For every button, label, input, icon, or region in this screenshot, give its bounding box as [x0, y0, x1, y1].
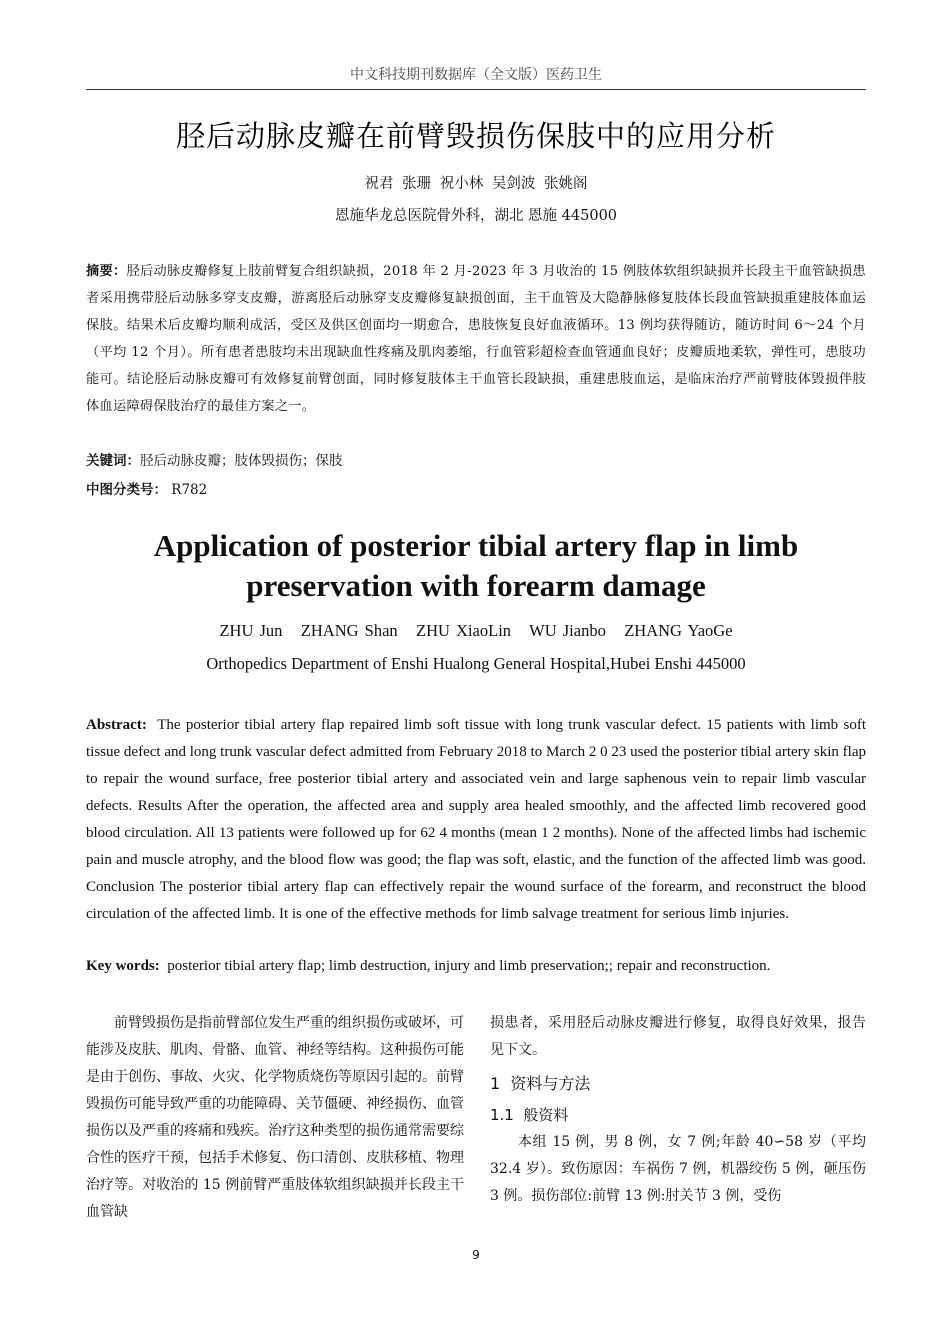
- cn-abstract: [86, 258, 866, 420]
- cn-keywords-label: 关键词：: [86, 453, 140, 469]
- en-authors: ZHU Jun ZHANG Shan ZHU XiaoLin WU Jianbo ZHANG YaoGe: [219, 621, 733, 640]
- header-rule: [86, 89, 866, 90]
- intro-continued: 损患者，采用胫后动脉皮瓣进行修复，取得良好效果，报告见下文。: [490, 1015, 866, 1058]
- page-number: 9: [472, 1248, 480, 1262]
- section-1-1-text: 本组 15 例，男 8 例，女 7 例;年龄 40∽58 岁（平均 32.4 岁）。致伤原因：车祸伤 7 例，机器绞伤 5 例，砸压伤 3 例。损伤部位:前臂 13 例:肘关节 3 例，受伤: [490, 1134, 866, 1204]
- en-affiliation: Orthopedics Department of Enshi Hualong General Hospital,Hubei Enshi 445000: [206, 654, 746, 673]
- en-keywords-text: posterior tibial artery flap; limb destruction, injury and limb preservation;; repair and reconstruction.: [167, 958, 771, 974]
- cn-classification: [86, 478, 866, 498]
- en-abstract: [86, 712, 866, 928]
- cn-clc-label: 中图分类号：: [86, 482, 167, 498]
- cn-title: 胫后动脉皮瓣在前臂毁损伤保肢中的应用分析: [175, 119, 776, 153]
- cn-abstract-text: 胫后动脉皮瓣修复上肢前臂复合组织缺损，2018 年 2 月-2023 年 3 月收治的 15 例肢体软组织缺损并长段主干血管缺损患者采用携带胫后动脉多穿支皮瓣，游离胫后动脉穿支皮瓣修复缺损创面，主干血管及大隐静脉修复肢体长段血管缺损重建肢体血运保肢。结果术后皮瓣均顺利成活，受区及供区创面均一期愈合，患肢恢复良好血液循环。13 例均获得随访，随访时间 6～24 个月（平均 12 个月）。所有患者患肢均未出现缺血性疼痛及肌肉萎缩，行血管彩超检查血管通血良好；皮瓣质地柔软，弹性可，患肢功能可。结论胫后动脉皮瓣可有效修复前臂创面，同时修复肢体主干血管长段缺损，重建患肢血运，是临床治疗严前臂肢体毁损伴肢体血运障碍保肢治疗的最佳方案之一。: [86, 264, 866, 414]
- cn-authors: 祝君 张珊 祝小林 吴剑波 张姚阁: [364, 176, 588, 192]
- cn-affiliation: 恩施华龙总医院骨外科，湖北 恩施 445000: [334, 208, 618, 224]
- section-1-1-heading: 1.1 般资料: [490, 1106, 569, 1124]
- en-abstract-label: Abstract:: [86, 717, 147, 733]
- running-header: 中文科技期刊数据库（全文版）医药卫生: [350, 67, 602, 83]
- en-keywords: [86, 958, 866, 975]
- intro-paragraph: 前臂毁损伤是指前臂部位发生严重的组织损伤或破坏，可能涉及皮肤、肌肉、骨骼、血管、神经等结构。这种损伤可能是由于创伤、事故、火灾、化学物质烧伤等原因引起的。前臂毁损伤可能导致严重的功能障碍、关节僵硬、神经损伤、血管损伤以及严重的疼痛和残疾。治疗这种类型的损伤通常需要综合性的医疗干预，包括手术修复、伤口清创、皮肤移植、物理治疗等。对收治的 15 例前臂严重肢体软组织缺损并长段主干血管缺: [86, 1015, 464, 1220]
- body-right-column: [490, 1010, 866, 1210]
- section-1-heading: 1 资料与方法: [490, 1074, 591, 1093]
- cn-keywords-text: 胫后动脉皮瓣；肢体毁损伤；保肢: [140, 453, 343, 469]
- en-keywords-label: Key words:: [86, 958, 160, 974]
- cn-keywords: [86, 449, 866, 469]
- cn-abstract-label: 摘要：: [86, 264, 127, 279]
- body-left-column: [86, 1010, 464, 1226]
- en-title: Application of posterior tibial artery flap in limb preservation with forearm damage: [153, 528, 799, 603]
- cn-clc-text: R782: [171, 482, 208, 498]
- en-abstract-text: The posterior tibial artery flap repaired limb soft tissue with long trunk vascular defect. 15 patients with limb soft tissue defect and long trunk vascular defect admitted from February 2018 to March 2 0 23 used the posterior tibial artery skin flap to repair the wound surface, free posterior tibial artery and associated vein and large saphenous vein to repair limb vascular defects. Results After the operation, the affected area and supply area healed smoothly, and the affected limb recovered good blood circulation. All 13 patients were followed up for 62 4 months (mean 1 2 months). None of the affected limbs had ischemic pain and muscle atrophy, and the blood flow was good; the flap was soft, elastic, and the function of the affected limb was good. Conclusion The posterior tibial artery flap can effectively repair the wound surface of the forearm, and reconstruct the blood circulation of the affected limb. It is one of the effective methods for limb salvage treatment for serious limb injuries.: [86, 717, 866, 922]
